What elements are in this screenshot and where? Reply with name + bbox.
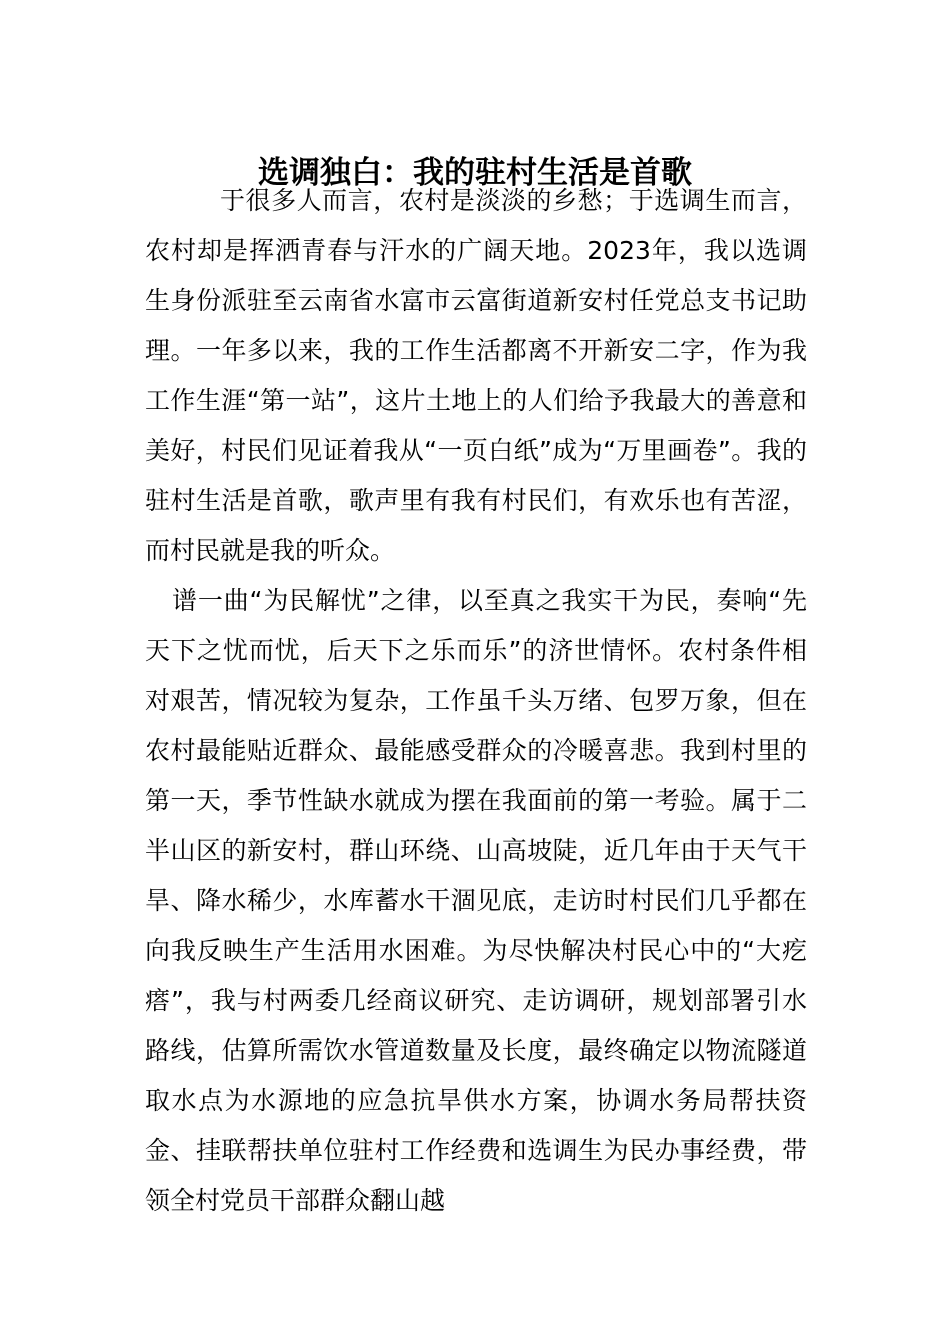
page-title: 选调独白：我的驻村生活是首歌 [258, 154, 692, 191]
paragraph-intro: 于很多人而言，农村是淡淡的乡愁；于选调生而言，农村却是挥洒青春与汗水的广阔天地。2023年，我以选调生身份派驻至云南省水富市云富街道新安村任党总支书记助理。一年多以来，我的工作生活都离不开新安二字，作为我工作生涯“第一站”，这片土地上的人们给予我最大的善意和美好，村民们见证着我从“一页白纸”成为“万里画卷”。我的驻村生活是首歌，歌声里有我有村民们，有欢乐也有苦涩，而村民就是我的听众。 [145, 186, 807, 565]
article-body [145, 176, 807, 1226]
paragraph-water-relief: 谱一曲“为民解忧”之律，以至真之我实干为民，奏响“先天下之忧而忧，后天下之乐而乐”的济世情怀。农村条件相对艰苦，情况较为复杂，工作虽千头万绪、包罗万象，但在农村最能贴近群众、最能感受群众的冷暖喜悲。我到村里的第一天，季节性缺水就成为摆在我面前的第一考验。属于二半山区的新安村，群山环绕、山高坡陡，近几年由于天气干旱、降水稀少，水库蓄水干涸见底，走访时村民们几乎都在向我反映生产生活用水困难。为尽快解决村民心中的“大疙瘩”，我与村两委几经商议研究、走访调研，规划部署引水路线，估算所需饮水管道数量及长度，最终确定以物流隧道取水点为水源地的应急抗旱供水方案，协调水务局帮扶资金、挂联帮扶单位驻村工作经费和选调生为民办事经费，带领全村党员干部群众翻山越 [145, 586, 807, 1215]
